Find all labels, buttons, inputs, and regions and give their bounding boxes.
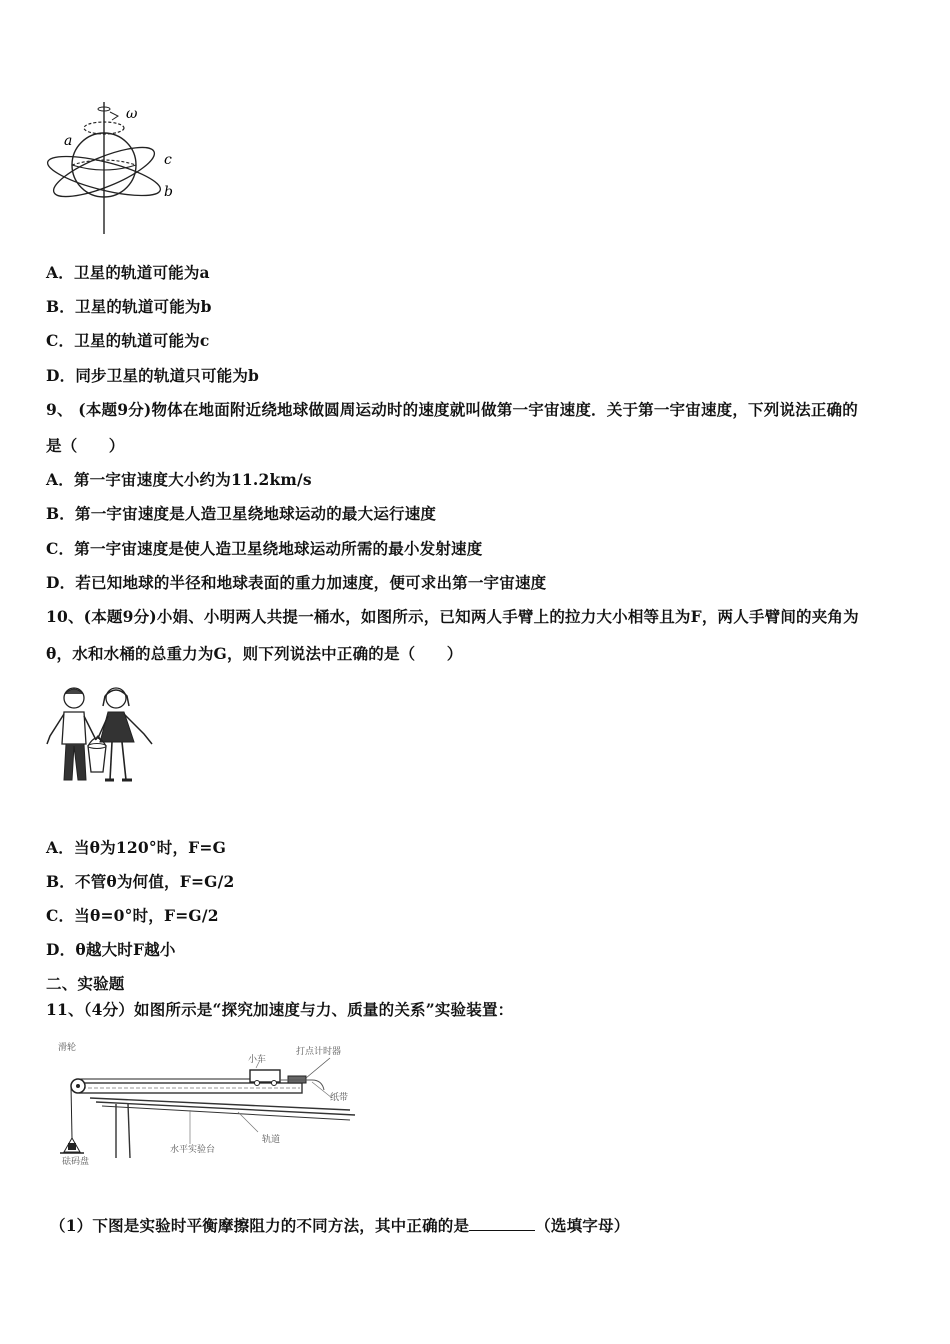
q9-option-a: A．第一宇宙速度大小约为11.2km/s: [46, 470, 312, 489]
label-tray: 砝码盘: [62, 1157, 90, 1167]
q9-stem-cont: 是（ ）: [46, 436, 125, 455]
label-table: 水平实验台: [170, 1145, 216, 1155]
q10-option-d: D．θ越大时F越小: [46, 940, 176, 959]
label-tape: 纸带: [330, 1093, 349, 1103]
q8-orbit-figure: [44, 100, 194, 240]
q9-option-c: C．第一宇宙速度是使人造卫星绕地球运动所需的最小发射速度: [46, 539, 483, 558]
q10-stem: 10、(本题9分)小娟、小明两人共提一桶水，如图所示，已知两人手臂上的拉力大小相等且为F，两人手臂间的夹角为: [46, 607, 859, 626]
q8-option-c: C．卫星的轨道可能为c: [46, 331, 210, 350]
omega-label: ω: [126, 106, 138, 122]
q10-option-b: B．不管θ为何值，F=G/2: [46, 872, 235, 891]
orbit-a-label: a: [64, 133, 73, 149]
section-title: 二、实验题: [46, 974, 125, 993]
answer-blank[interactable]: [469, 1216, 535, 1231]
q8-option-b: B．卫星的轨道可能为b: [46, 297, 212, 316]
q10-option-c: C．当θ=0°时，F=G/2: [46, 906, 219, 925]
q8-option-a: A．卫星的轨道可能为a: [46, 263, 210, 282]
q9-option-d: D．若已知地球的半径和地球表面的重力加速度，便可求出第一宇宙速度: [46, 573, 547, 592]
q9-stem: 9、 (本题9分)物体在地面附近绕地球做圆周运动时的速度就叫做第一宇宙速度．关于第一宇宙速度，下列说法正确的: [46, 400, 858, 419]
q10-bucket-figure: [44, 684, 159, 794]
q11-stem: 11、（4分）如图所示是“探究加速度与力、质量的关系”实验装置：: [46, 1000, 514, 1019]
label-timer: 打点计时器: [296, 1047, 342, 1057]
q10-option-a: A．当θ为120°时，F=G: [46, 838, 227, 857]
label-pulley: 滑轮: [58, 1043, 77, 1053]
q8-option-d: D．同步卫星的轨道只可能为b: [46, 366, 260, 385]
q9-option-b: B．第一宇宙速度是人造卫星绕地球运动的最大运行速度: [46, 504, 437, 523]
label-track: 轨道: [262, 1135, 281, 1145]
q11-apparatus-figure: [50, 1040, 370, 1175]
orbit-c-label: c: [164, 152, 172, 168]
q10-stem-cont: θ，水和水桶的总重力为G，则下列说法中正确的是（ ）: [46, 644, 463, 663]
q11-sub1: （1）下图是实验时平衡摩擦阻力的不同方法，其中正确的是 （选填字母）: [50, 1216, 630, 1235]
label-cart: 小车: [248, 1055, 267, 1065]
orbit-b-label: b: [164, 184, 173, 200]
